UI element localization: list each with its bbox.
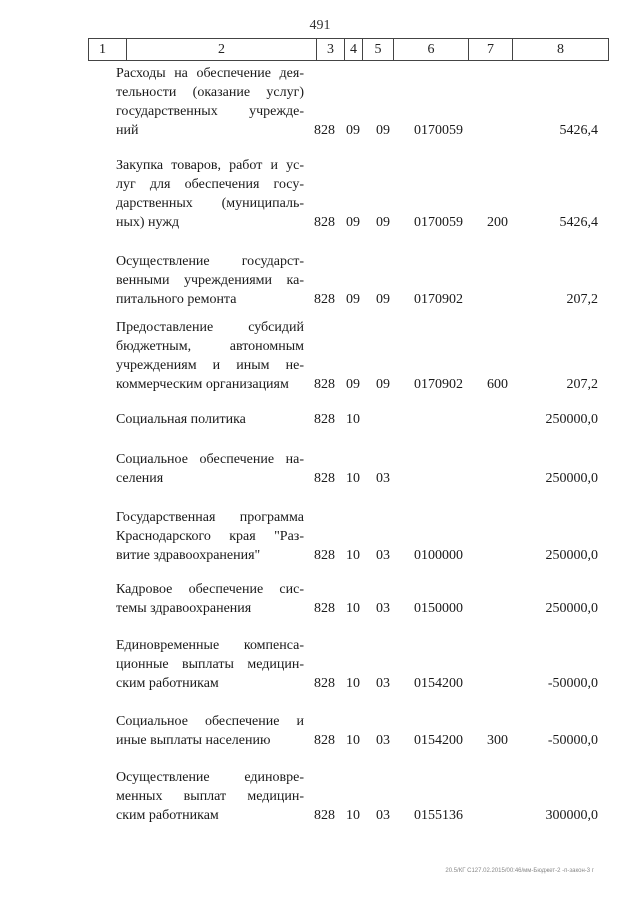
cell-expense-type: 300: [487, 733, 508, 748]
cell-grbs: 828: [314, 601, 335, 616]
cell-grbs: 828: [314, 548, 335, 563]
row-name-line: ционные выплаты медицин-: [116, 657, 304, 672]
cell-amount: 250000,0: [545, 601, 598, 616]
row-name-line: Социальное обеспечение на-: [116, 452, 304, 467]
row-name: [116, 768, 304, 825]
cell-grbs: 828: [314, 733, 335, 748]
cell-target-article: 0170059: [414, 123, 463, 138]
cell-target-article: 0154200: [414, 733, 463, 748]
cell-subsection: 03: [376, 808, 390, 823]
page-number: 491: [309, 18, 331, 33]
cell-target-article: 0100000: [414, 548, 463, 563]
cell-amount: -50000,0: [547, 676, 598, 691]
row-name: [116, 712, 304, 750]
cell-subsection: 09: [376, 123, 390, 138]
cell-grbs: 828: [314, 471, 335, 486]
cell-grbs: 828: [314, 123, 335, 138]
cell-grbs: 828: [314, 292, 335, 307]
cell-amount: 207,2: [566, 377, 598, 392]
cell-subsection: 03: [376, 676, 390, 691]
row-name-line: витие здравоохранения": [116, 548, 261, 563]
row-name-line: Государственная программа: [116, 510, 304, 525]
cell-target-article: 0150000: [414, 601, 463, 616]
row-name-line: тельности (оказание услуг): [116, 85, 304, 100]
cell-subsection: 03: [376, 548, 390, 563]
cell-amount: 300000,0: [545, 808, 598, 823]
row-name: [116, 508, 304, 565]
column-number-header: [88, 38, 609, 61]
row-name-line: ским работникам: [116, 808, 219, 823]
row-name-line: ний: [116, 123, 139, 138]
cell-subsection: 09: [376, 377, 390, 392]
cell-amount: 250000,0: [545, 548, 598, 563]
cell-section: 10: [346, 548, 360, 563]
column-number-6: 6: [394, 39, 469, 61]
column-number-7: 7: [469, 39, 513, 61]
row-name-line: темы здравоохранения: [116, 601, 252, 616]
column-number-5: 5: [363, 39, 394, 61]
cell-amount: 207,2: [566, 292, 598, 307]
cell-amount: -50000,0: [547, 733, 598, 748]
row-name-line: луг для обеспечения госу-: [116, 177, 304, 192]
cell-section: 10: [346, 601, 360, 616]
row-name-line: менных выплат медицин-: [116, 789, 304, 804]
cell-section: 10: [346, 471, 360, 486]
row-name-line: Социальная политика: [116, 412, 246, 427]
row-name-line: венными учреждениями ка-: [116, 273, 304, 288]
row-name-line: Социальное обеспечение и: [116, 714, 304, 729]
row-name-line: Кадровое обеспечение сис-: [116, 582, 304, 597]
row-name-line: селения: [116, 471, 164, 486]
row-name-line: ским работникам: [116, 676, 219, 691]
cell-section: 10: [346, 412, 360, 427]
cell-section: 09: [346, 123, 360, 138]
row-name-line: Осуществление единовре-: [116, 770, 304, 785]
row-name: [116, 156, 304, 232]
column-number-1: 1: [89, 39, 127, 61]
cell-amount: 250000,0: [545, 412, 598, 427]
cell-expense-type: 200: [487, 215, 508, 230]
cell-amount: 5426,4: [559, 123, 598, 138]
row-name-line: государственных учрежде-: [116, 104, 304, 119]
cell-section: 10: [346, 808, 360, 823]
cell-subsection: 03: [376, 601, 390, 616]
cell-amount: 250000,0: [545, 471, 598, 486]
cell-subsection: 09: [376, 215, 390, 230]
row-name: [116, 252, 304, 309]
row-name: [116, 410, 304, 429]
row-name-line: Осуществление государст-: [116, 254, 304, 269]
cell-target-article: 0170902: [414, 377, 463, 392]
cell-grbs: 828: [314, 808, 335, 823]
cell-section: 10: [346, 676, 360, 691]
row-name-line: учреждениям и иным не-: [116, 358, 304, 373]
cell-section: 09: [346, 377, 360, 392]
cell-section: 09: [346, 215, 360, 230]
row-name-line: ных) нужд: [116, 215, 180, 230]
row-name-line: бюджетным, автономным: [116, 339, 304, 354]
cell-target-article: 0170059: [414, 215, 463, 230]
cell-subsection: 03: [376, 733, 390, 748]
row-name: [116, 580, 304, 618]
row-name: [116, 318, 304, 394]
row-name-line: Закупка товаров, работ и ус-: [116, 158, 304, 173]
cell-expense-type: 600: [487, 377, 508, 392]
cell-amount: 5426,4: [559, 215, 598, 230]
footer-document-code: 20.5/КГ С127.02.2015/00:46/мм-Бюджет-2 -п-закон-3 г: [445, 868, 594, 874]
cell-subsection: 09: [376, 292, 390, 307]
cell-grbs: 828: [314, 377, 335, 392]
row-name-line: Единовременные компенса-: [116, 638, 304, 653]
row-name: [116, 64, 304, 140]
cell-grbs: 828: [314, 412, 335, 427]
row-name: [116, 636, 304, 693]
cell-grbs: 828: [314, 215, 335, 230]
row-name-line: Краснодарского края "Раз-: [116, 529, 304, 544]
row-name-line: Предоставление субсидий: [116, 320, 304, 335]
cell-section: 09: [346, 292, 360, 307]
row-name: [116, 450, 304, 488]
row-name-line: дарственных (муниципаль-: [116, 196, 304, 211]
row-name-line: иные выплаты населению: [116, 733, 271, 748]
column-number-4: 4: [345, 39, 363, 61]
column-number-3: 3: [317, 39, 345, 61]
cell-subsection: 03: [376, 471, 390, 486]
cell-grbs: 828: [314, 676, 335, 691]
cell-section: 10: [346, 733, 360, 748]
column-number-2: 2: [127, 39, 317, 61]
row-name-line: питального ремонта: [116, 292, 237, 307]
cell-target-article: 0155136: [414, 808, 463, 823]
column-number-8: 8: [513, 39, 609, 61]
row-name-line: коммерческим организациям: [116, 377, 289, 392]
cell-target-article: 0170902: [414, 292, 463, 307]
row-name-line: Расходы на обеспечение дея-: [116, 66, 304, 81]
cell-target-article: 0154200: [414, 676, 463, 691]
